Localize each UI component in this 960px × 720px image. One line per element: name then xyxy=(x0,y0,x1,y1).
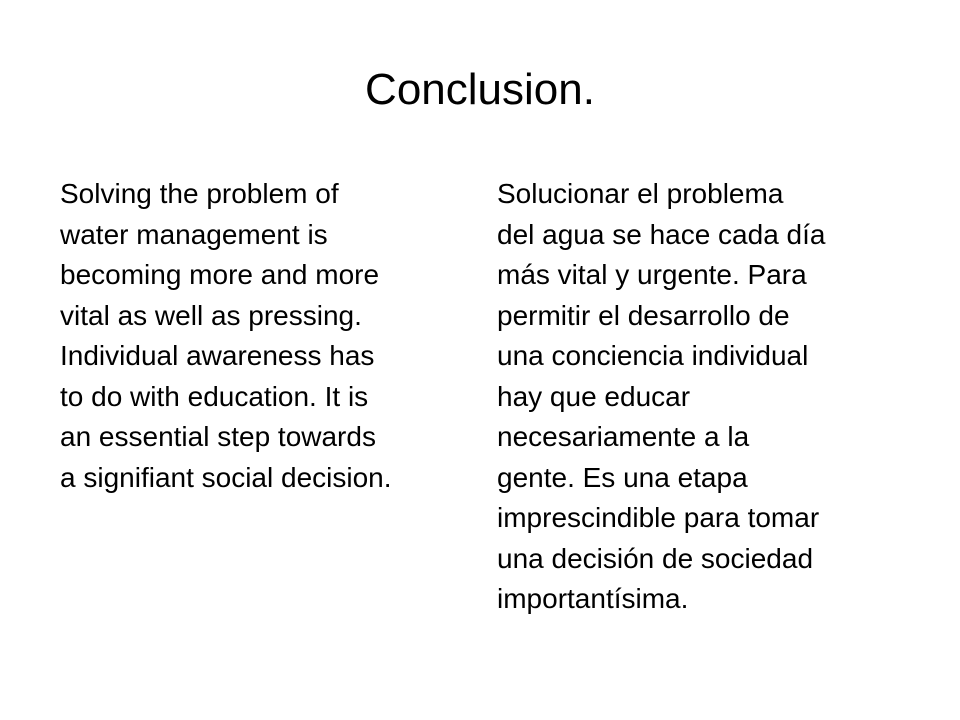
spanish-text-line: imprescindible para tomar xyxy=(497,502,820,533)
spanish-text-line: del agua se hace cada día xyxy=(497,218,826,250)
english-text-line: Solving the problem of xyxy=(60,178,339,209)
english-text-line: Individual awareness has xyxy=(60,340,375,371)
slide-title: Conclusion. xyxy=(365,65,595,114)
english-text-line: becoming more and more xyxy=(60,259,380,290)
spanish-text-line: más vital y urgente. Para xyxy=(497,259,807,290)
english-text-line: vital as well as pressing. xyxy=(60,299,362,331)
spanish-text-line: hay que educar xyxy=(497,380,691,412)
english-text-line: an essential step towards xyxy=(60,421,376,452)
english-text-line: water management is xyxy=(60,218,328,250)
spanish-text-column xyxy=(497,174,917,620)
spanish-text-line: una conciencia individual xyxy=(497,340,809,371)
english-text-line: a signifiant social decision. xyxy=(60,461,392,493)
english-text-line: to do with education. It is xyxy=(60,380,369,412)
spanish-text-line: necesariamente a la xyxy=(497,421,750,452)
spanish-text-line: Solucionar el problema xyxy=(497,178,784,209)
spanish-text-line: gente. Es una etapa xyxy=(497,461,748,493)
spanish-text-line: importantísima. xyxy=(497,583,689,614)
spanish-text-line: permitir el desarrollo de xyxy=(497,299,790,331)
english-text-column xyxy=(60,174,470,498)
spanish-text-line: una decisión de sociedad xyxy=(497,542,814,574)
